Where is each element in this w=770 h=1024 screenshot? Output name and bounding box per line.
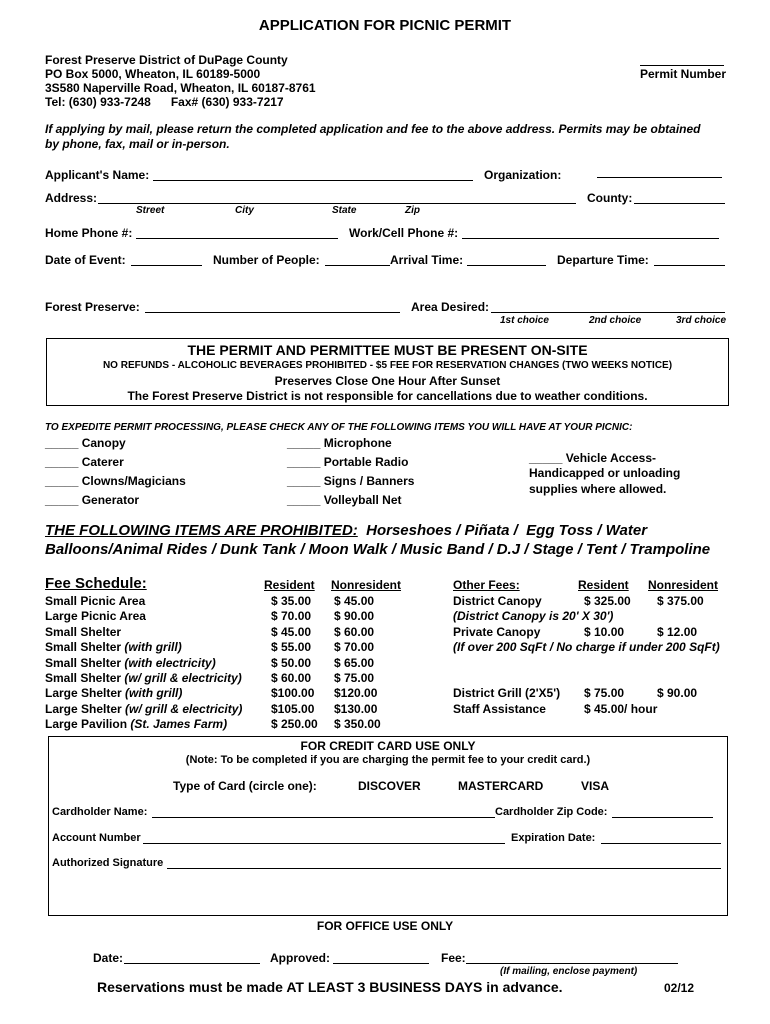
work-phone-label: Work/Cell Phone #:: [349, 226, 459, 240]
state-caption: State: [332, 205, 357, 216]
fee-row-name: [45, 640, 182, 654]
fee-item-name: Small Shelter: [45, 640, 125, 655]
office-title: FOR OFFICE USE ONLY: [316, 919, 454, 933]
prohibited-line-1: [45, 522, 647, 539]
district-canopy-note: (District Canopy is 20' X 30'): [453, 609, 614, 623]
check-clowns-label: Clowns/Magicians: [81, 474, 186, 488]
reservations-note: Reservations must be made AT LEAST 3 BUSINESS DAYS in advance.: [97, 979, 563, 995]
applicant-label: Applicant's Name:: [45, 168, 150, 182]
check-canopy-label: Canopy: [81, 436, 126, 450]
fee-row-nonresident: $130.00: [334, 701, 378, 716]
fee-row-name: [45, 656, 216, 670]
notice-title: THE PERMIT AND PERMITTEE MUST BE PRESENT ON-SITE: [187, 342, 588, 358]
resident-header: Resident: [264, 578, 315, 592]
home-phone-field[interactable]: [136, 238, 338, 239]
account-number-label: Account Number: [52, 832, 141, 844]
office-date-field[interactable]: [124, 963, 260, 964]
num-people-label: Number of People:: [213, 253, 320, 267]
arrival-label: Arrival Time:: [390, 253, 464, 267]
prohibited-items-1: Horseshoes / Piñata / Egg Toss / Water: [357, 522, 648, 539]
fee-row-resident: $105.00: [271, 701, 315, 716]
staff-assistance: Staff Assistance: [453, 702, 546, 716]
private-canopy-note: (If over 200 SqFt / No charge if under 200 SqFt): [453, 640, 720, 654]
private-canopy-non: $ 12.00: [657, 625, 698, 639]
fee-row-nonresident: $120.00: [334, 686, 378, 701]
fee-item-name: Small Shelter: [45, 655, 125, 670]
prohibited-line-2: Balloons/Animal Rides / Dunk Tank / Moon Walk / Music Band / D.J / Stage / Tent / Trampoline: [45, 541, 711, 558]
check-blank: _____: [45, 436, 79, 450]
district-street: 3S580 Naperville Road, Wheaton, IL 60187-8761: [45, 81, 316, 95]
organization-label: Organization:: [484, 168, 562, 182]
check-generator[interactable]: [45, 493, 139, 507]
page-title: APPLICATION FOR PICNIC PERMIT: [258, 17, 512, 34]
check-blank: _____: [287, 455, 321, 469]
date-event-field[interactable]: [131, 265, 202, 266]
street-caption: Street: [136, 205, 165, 216]
check-microphone[interactable]: [287, 436, 392, 450]
fee-item-name: Large Pavilion: [45, 717, 131, 732]
cardholder-zip-field[interactable]: [612, 817, 713, 818]
fee-row-resident: $ 35.00: [271, 594, 312, 608]
fee-row-name: [45, 609, 146, 623]
fee-row-nonresident: $ 65.00: [334, 655, 375, 670]
zip-caption: Zip: [405, 205, 420, 216]
first-choice-caption: 1st choice: [500, 315, 549, 326]
district-canopy-non: $ 375.00: [657, 594, 704, 608]
cardholder-name-field[interactable]: [152, 817, 495, 818]
departure-field[interactable]: [654, 265, 725, 266]
fee-row-nonresident: $ 90.00: [334, 609, 375, 624]
fee-item-name: Large Shelter: [45, 686, 126, 701]
notice-line-3: The Forest Preserve District is not responsible for cancellations due to weather conditions.: [127, 389, 648, 403]
mail-note: If applying by mail, please return the completed application and fee to the above address. Permits may be obtained: [45, 122, 701, 136]
district-canopy: District Canopy: [453, 594, 542, 608]
mail-note-2: by phone, fax, mail or in-person.: [45, 137, 230, 151]
signature-field[interactable]: [167, 868, 721, 869]
vehicle-line-3: supplies where allowed.: [529, 482, 667, 496]
private-canopy-res: $ 10.00: [584, 625, 625, 639]
check-signs-label: Signs / Banners: [323, 474, 415, 488]
office-date-label: Date:: [93, 951, 124, 965]
district-po: PO Box 5000, Wheaton, IL 60189-5000: [45, 67, 261, 81]
fee-row-resident: $ 50.00: [271, 655, 312, 670]
fee-item-name: Small Shelter: [45, 624, 122, 639]
district-grill-non: $ 90.00: [657, 686, 698, 700]
card-visa[interactable]: VISA: [581, 779, 610, 793]
district-name: Forest Preserve District of DuPage County: [45, 53, 288, 67]
office-fee-label: Fee:: [441, 951, 466, 965]
fee-item-note: (with grill): [125, 686, 183, 701]
fee-row-name: [45, 671, 242, 685]
prohibited-label: THE FOLLOWING ITEMS ARE PROHIBITED:: [45, 522, 358, 539]
notice-line-1: NO REFUNDS - ALCOHOLIC BEVERAGES PROHIBITED - $5 FEE FOR RESERVATION CHANGES (TWO WEEKS NOTICE): [102, 360, 673, 371]
fee-row-resident: $100.00: [271, 686, 315, 701]
fee-row-name: [45, 686, 182, 700]
expiration-field[interactable]: [601, 843, 721, 844]
fee-row-name: [45, 717, 227, 731]
check-microphone-label: Microphone: [323, 436, 392, 450]
permit-number-field[interactable]: [640, 65, 724, 66]
check-signs[interactable]: [287, 474, 414, 488]
revision-date: 02/12: [664, 981, 695, 995]
fee-row-nonresident: $ 350.00: [334, 717, 381, 732]
office-fee-field[interactable]: [466, 963, 678, 964]
check-vehicle[interactable]: _____ Vehicle Access-: [529, 451, 656, 465]
district-grill-res: $ 75.00: [584, 686, 625, 700]
check-radio[interactable]: [287, 455, 408, 469]
check-volleyball-label: Volleyball Net: [323, 493, 402, 507]
county-field[interactable]: [634, 203, 725, 204]
district-phone: Tel: (630) 933-7248 Fax# (630) 933-7217: [45, 95, 284, 109]
check-blank: _____: [287, 474, 321, 488]
notice-line-2: Preserves Close One Hour After Sunset: [274, 374, 501, 388]
departure-label: Departure Time:: [557, 253, 649, 267]
fee-row-resident: $ 45.00: [271, 624, 312, 639]
fee-item-note: (w/ grill & electricity): [124, 671, 242, 685]
area-desired-label: Area Desired:: [411, 300, 490, 314]
organization-field[interactable]: [597, 177, 722, 178]
check-caterer-label: Caterer: [81, 455, 124, 469]
arrival-field[interactable]: [467, 265, 546, 266]
check-caterer[interactable]: [45, 455, 124, 469]
address-field[interactable]: [98, 203, 576, 204]
office-mail-note: (If mailing, enclose payment): [500, 966, 638, 977]
credit-note: (Note: To be completed if you are charging the permit fee to your credit card.): [185, 754, 591, 766]
card-discover[interactable]: DISCOVER: [358, 779, 421, 793]
permit-number-label: Permit Number: [640, 67, 727, 81]
second-choice-caption: 2nd choice: [589, 315, 642, 326]
check-generator-label: Generator: [81, 493, 140, 507]
home-phone-label: Home Phone #:: [45, 226, 133, 240]
expiration-label: Expiration Date:: [511, 832, 596, 844]
fee-row-nonresident: $ 60.00: [334, 624, 375, 639]
fee-item-note: (St. James Farm): [130, 717, 228, 732]
fee-row-resident: $ 250.00: [271, 717, 318, 732]
check-radio-label: Portable Radio: [323, 455, 409, 469]
county-label: County:: [587, 191, 633, 205]
fee-row-name: [45, 702, 242, 716]
applicant-name-field[interactable]: [153, 180, 473, 181]
area-desired-field[interactable]: [491, 312, 725, 313]
fee-item-note: (w/ grill & electricity): [125, 701, 243, 716]
forest-preserve-field[interactable]: [145, 312, 400, 313]
other-fees-header: Other Fees:: [453, 578, 520, 592]
fee-item-name: Small Picnic Area: [45, 594, 146, 608]
account-number-field[interactable]: [143, 843, 505, 844]
district-grill: District Grill (2'X5'): [453, 686, 561, 700]
cardholder-zip-label: Cardholder Zip Code:: [495, 806, 608, 818]
fee-item-name: Large Picnic Area: [45, 609, 146, 624]
nonresident-header: Nonresident: [331, 578, 402, 592]
card-type-label: Type of Card (circle one):: [173, 779, 317, 793]
check-blank: _____: [287, 436, 321, 450]
address-label: Address:: [45, 191, 98, 205]
fee-row-resident: $ 55.00: [271, 640, 312, 655]
third-choice-caption: 3rd choice: [676, 315, 727, 326]
check-blank: _____: [287, 493, 321, 507]
credit-title: FOR CREDIT CARD USE ONLY: [300, 739, 476, 753]
fee-item-note: (with electricity): [124, 655, 216, 670]
vehicle-line-2: Handicapped or unloading: [529, 466, 681, 480]
other-resident-header: Resident: [578, 578, 629, 592]
private-canopy: Private Canopy: [453, 625, 541, 639]
signature-label: Authorized Signature: [52, 857, 164, 869]
fee-row-name: [45, 594, 145, 608]
forest-preserve-label: Forest Preserve:: [45, 300, 140, 314]
staff-assistance-res: $ 45.00/ hour: [584, 702, 658, 716]
fee-row-nonresident: $ 45.00: [334, 594, 375, 608]
check-volleyball[interactable]: [287, 493, 402, 507]
onsite-notice-box: [46, 338, 729, 406]
credit-card-box: [48, 736, 728, 916]
fee-item-note: (with grill): [124, 640, 182, 655]
other-nonresident-header: Nonresident: [648, 578, 719, 592]
check-canopy[interactable]: [45, 436, 126, 450]
check-blank: _____: [45, 474, 79, 488]
fee-row-nonresident: $ 75.00: [334, 671, 375, 685]
office-approved-field[interactable]: [333, 963, 429, 964]
fee-row-nonresident: $ 70.00: [334, 640, 375, 655]
district-canopy-res: $ 325.00: [584, 594, 631, 608]
fee-item-name: Large Shelter: [45, 701, 126, 716]
fee-row-name: [45, 625, 121, 639]
fee-item-name: Small Shelter: [45, 671, 125, 685]
work-phone-field[interactable]: [462, 238, 719, 239]
check-blank: _____: [45, 493, 79, 507]
city-caption: City: [235, 205, 254, 216]
fee-row-resident: $ 70.00: [271, 609, 312, 624]
num-people-field[interactable]: [325, 265, 390, 266]
fee-row-resident: $ 60.00: [271, 671, 312, 685]
date-event-label: Date of Event:: [45, 253, 126, 267]
office-approved-label: Approved:: [270, 951, 330, 965]
expedite-note: TO EXPEDITE PERMIT PROCESSING, PLEASE CHECK ANY OF THE FOLLOWING ITEMS YOU WILL HAVE AT YOUR PICNIC:: [45, 422, 633, 433]
check-blank: _____: [45, 455, 79, 469]
cardholder-name-label: Cardholder Name:: [52, 806, 148, 818]
check-clowns[interactable]: [45, 474, 186, 488]
card-mastercard[interactable]: MASTERCARD: [458, 779, 544, 793]
fee-schedule-heading: Fee Schedule:: [45, 575, 147, 592]
